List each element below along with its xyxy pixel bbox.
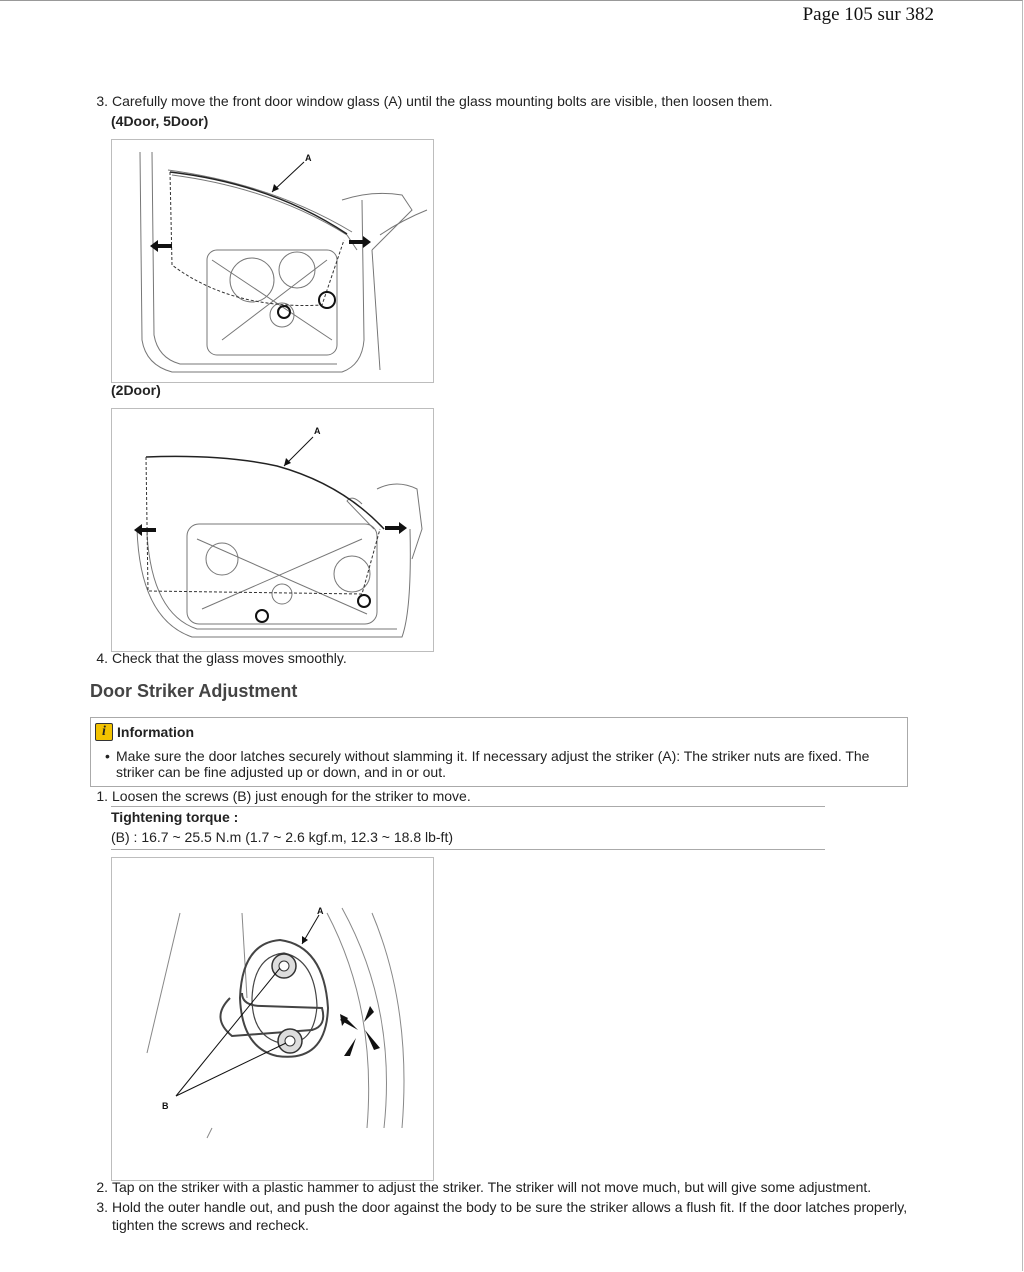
- callout-A: A: [305, 153, 312, 163]
- step-text: Carefully move the front door window glass (A) until the glass mounting bolts are visible, then loosen them.: [112, 93, 773, 109]
- information-text: [105, 748, 895, 780]
- divider: [111, 806, 825, 807]
- divider: [111, 849, 825, 850]
- information-title: Information: [117, 724, 194, 740]
- step-number: 3.: [96, 93, 108, 109]
- step-text: Check that the glass moves smoothly.: [112, 650, 347, 666]
- section-title: Door Striker Adjustment: [90, 681, 298, 701]
- striker-diagram: [112, 858, 433, 1180]
- step-number: 2.: [96, 1179, 108, 1195]
- step-text: Loosen the screws (B) just enough for the striker to move.: [112, 788, 471, 804]
- figure-striker: [111, 857, 434, 1181]
- page-number: Page 105 sur 382: [802, 4, 934, 25]
- callout-A: A: [314, 426, 321, 436]
- callout-A: A: [317, 906, 324, 916]
- info-icon: i: [95, 723, 113, 741]
- step-text: Hold the outer handle out, and push the door against the body to be sure the striker allows a flush fit. If the door latches properly, tighten the screws and recheck.: [112, 1199, 908, 1233]
- callout-B: B: [162, 1101, 169, 1111]
- bullet: •: [105, 748, 110, 764]
- information-box: [90, 717, 908, 787]
- door-diagram-4door: [112, 140, 433, 382]
- figure-door-4door: [111, 139, 434, 383]
- torque-label: Tightening torque :: [111, 809, 239, 825]
- figure-caption-4door: (4Door, 5Door): [111, 113, 209, 129]
- door-diagram-2door: [112, 409, 433, 651]
- step-number: 1.: [96, 788, 108, 804]
- figure-door-2door: [111, 408, 434, 652]
- step-text: Tap on the striker with a plastic hammer to adjust the striker. The striker will not move much, but will give some adjustment.: [112, 1179, 872, 1195]
- figure-caption-2door: (2Door): [111, 382, 161, 398]
- step-number: 3.: [96, 1199, 108, 1215]
- information-body: Make sure the door latches securely without slamming it. If necessary adjust the striker (A): The striker nuts are fixed. The striker can be fine adjusted up or down, and in or out.: [116, 748, 870, 780]
- torque-value: (B) : 16.7 ~ 25.5 N.m (1.7 ~ 2.6 kgf.m, 12.3 ~ 18.8 lb-ft): [111, 829, 454, 845]
- step-number: 4.: [96, 650, 108, 666]
